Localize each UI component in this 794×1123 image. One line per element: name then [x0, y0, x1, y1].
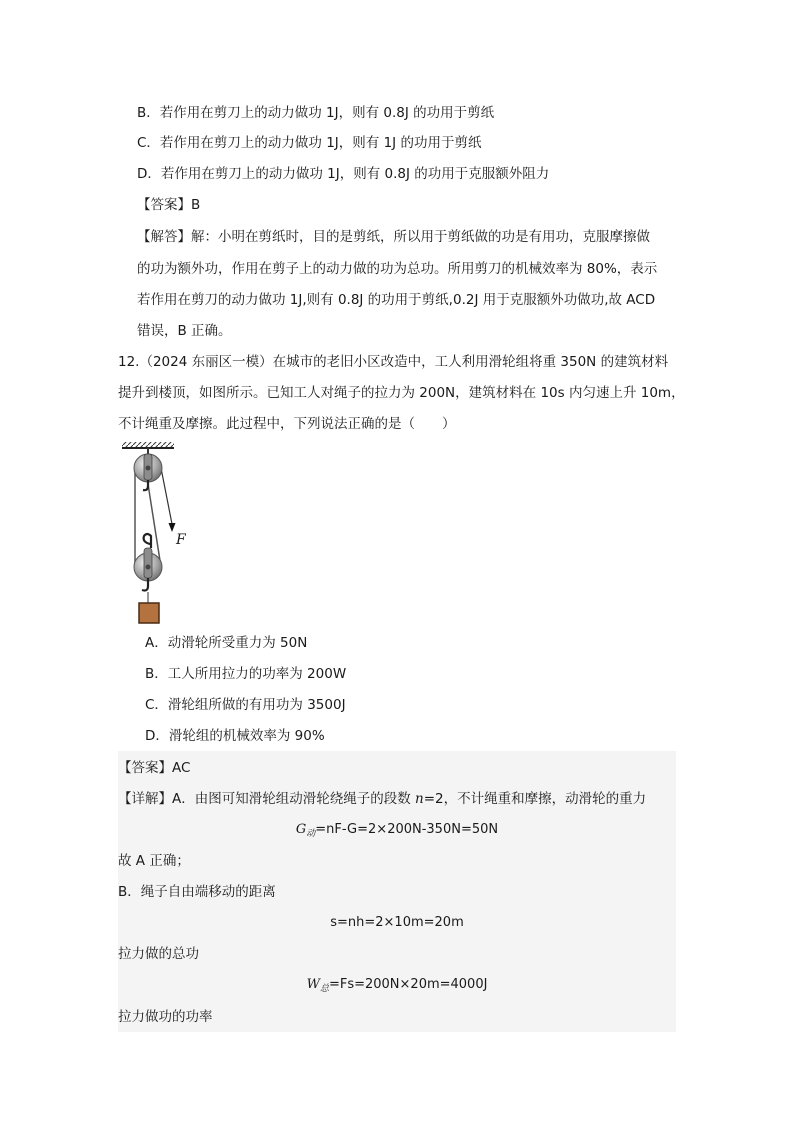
detail-a-text: A．由图可知滑轮组动滑轮绕绳子的段数: [172, 791, 416, 807]
rope-free-end: [161, 468, 172, 524]
force-label: F: [176, 532, 186, 548]
a-correct: 故 A 正确；: [118, 853, 190, 869]
option-c-prev: C．若作用在剪刀上的动力做功 1J，则有 1J 的功用于剪纸: [137, 135, 482, 151]
movable-pulley-hook: [144, 534, 151, 548]
question-stem-line-1: 12.（2024 东丽区一模）在城市的老旧小区改造中，工人利用滑轮组将重 350N 的建筑材料: [118, 354, 669, 370]
eq2: s=nh=2×10m=20m: [330, 915, 464, 930]
detail-a-text-2: =2，不计绳重和摩擦，动滑轮的重力: [423, 791, 647, 807]
power-line: 拉力做功的功率: [118, 1009, 213, 1025]
detail-a-n: n: [415, 791, 424, 807]
question-stem-line-3: 不计绳重及摩擦。此过程中，下列说法正确的是（ ）: [118, 416, 456, 432]
eq3-rhs: =Fs=200N×20m=4000J: [328, 977, 488, 992]
detail-b-line: B．绳子自由端移动的距离: [118, 884, 276, 900]
eq1-lhs: G: [295, 822, 307, 837]
equation-dynamic-pulley-weight: [118, 820, 676, 844]
prev-answer-label: 【答案】: [137, 197, 191, 213]
option-b: B．工人所用拉力的功率为 200W: [145, 666, 347, 682]
eq3-sub: 总: [319, 984, 329, 994]
prev-answer-value: B: [191, 197, 201, 213]
eq3-lhs: W: [306, 977, 320, 992]
load-block: [139, 603, 159, 623]
eq1-rhs: =nF-G=2×200N-350N=50N: [315, 822, 499, 837]
detail-label: 【详解】: [118, 791, 172, 807]
eq1-sub: 动: [306, 829, 316, 839]
option-d: D．滑轮组的机械效率为 90%: [145, 728, 325, 744]
prev-explain-line-3: 若作用在剪刀的动力做功 1J,则有 0.8J 的功用于剪纸,0.2J 用于克服额外功做功,故 ACD: [137, 292, 656, 308]
prev-explain-label: 【解答】: [137, 229, 191, 245]
solution-detail-a: [118, 789, 646, 809]
force-arrow-icon: [169, 523, 176, 532]
total-work-line: 拉力做的总功: [118, 946, 199, 962]
question-stem-line-2: 提升到楼顶，如图所示。已知工人对绳子的拉力为 200N，建筑材料在 10s 内匀速上升 10m，: [118, 385, 685, 401]
option-d-prev: D．若作用在剪刀上的动力做功 1J，则有 0.8J 的功用于克服额外阻力: [137, 166, 550, 182]
prev-explain-text-1: 解：小明在剪纸时，目的是剪纸，所以用于剪纸做的功是有用功，克服摩擦做: [191, 229, 650, 245]
prev-explain-line-4: 错误，B 正确。: [137, 323, 232, 339]
option-a: A．动滑轮所受重力为 50N: [145, 635, 308, 651]
option-c: C．滑轮组所做的有用功为 3500J: [145, 697, 346, 713]
prev-answer: [137, 195, 200, 215]
prev-explain-line-1: [137, 227, 650, 247]
solution-answer: 【答案】AC: [118, 760, 191, 776]
option-b-prev: B．若作用在剪刀上的动力做功 1J，则有 0.8J 的功用于剪纸: [137, 105, 495, 121]
prev-explain-line-2: 的功为额外功，作用在剪子上的动力做的功为总功。所用剪刀的机械效率为 80%，表示: [137, 261, 658, 277]
equation-total-work: [118, 975, 676, 999]
pulley-figure: [118, 440, 198, 626]
equation-distance: [118, 913, 676, 933]
